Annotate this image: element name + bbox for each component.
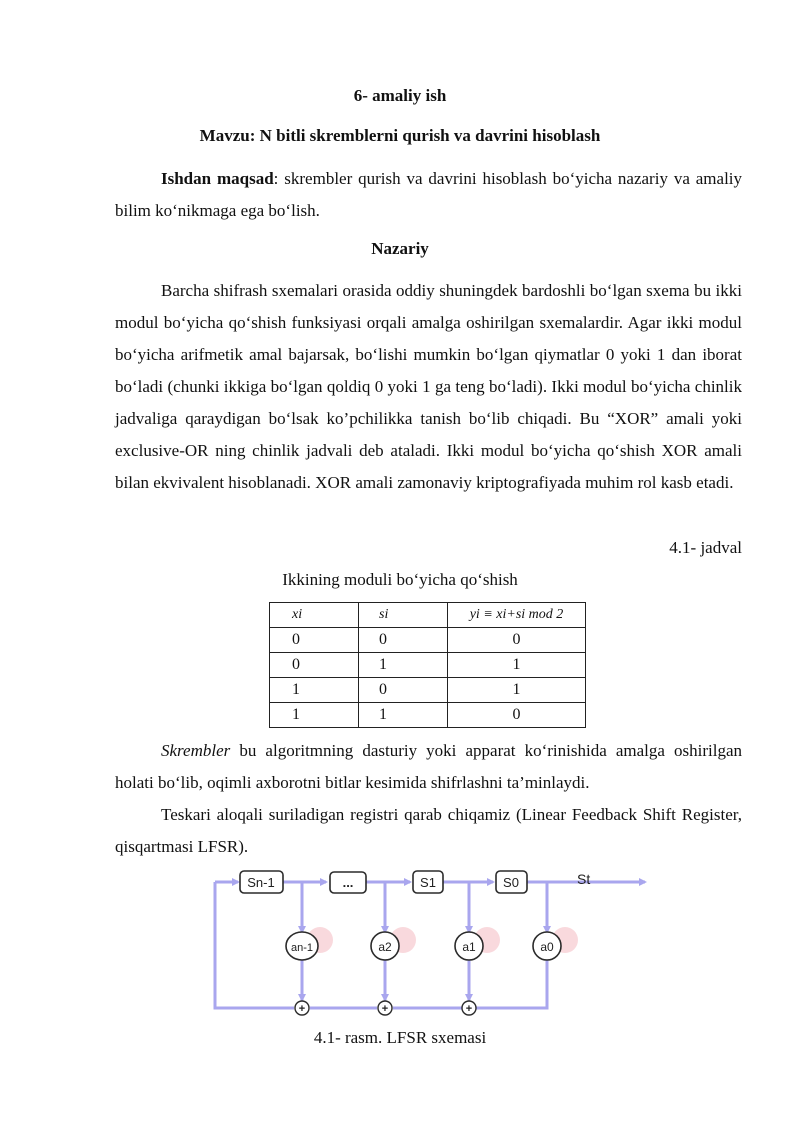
xor-node <box>295 1001 309 1015</box>
table-row <box>270 703 586 728</box>
table-header-row <box>270 603 586 628</box>
header-xi: xi <box>270 603 359 628</box>
svg-text:S1: S1 <box>420 875 436 890</box>
table-cell: 1 <box>270 678 359 703</box>
table-row <box>270 678 586 703</box>
theory-heading: Nazariy <box>371 239 429 258</box>
figure-caption: 4.1- rasm. LFSR sxemasi <box>313 1028 487 1047</box>
table-cell: 0 <box>359 678 448 703</box>
feedback-lines <box>215 882 645 1008</box>
table-caption: Ikkining moduli bo‘yicha qo‘shish <box>282 570 518 589</box>
table-row <box>270 653 586 678</box>
xor-node <box>378 1001 392 1015</box>
coefficient-a2 <box>371 932 399 960</box>
lfsr-paragraph <box>115 799 742 863</box>
register-s0 <box>496 871 527 893</box>
theory-paragraph <box>115 275 742 499</box>
register-s1 <box>413 871 443 893</box>
svg-text:a0: a0 <box>540 940 554 954</box>
output-label: St <box>577 871 591 887</box>
table-cell: 1 <box>270 703 359 728</box>
goal-paragraph <box>115 163 742 227</box>
table-cell: 0 <box>270 653 359 678</box>
table-cell: 1 <box>359 653 448 678</box>
scrambler-term: Skrembler <box>161 741 231 760</box>
register-sn-1 <box>240 871 283 893</box>
svg-text:a1: a1 <box>462 940 476 954</box>
svg-text:...: ... <box>342 875 354 890</box>
lfsr-diagram <box>205 866 650 1016</box>
xor-node <box>462 1001 476 1015</box>
table-cell: 1 <box>359 703 448 728</box>
coefficient-a1 <box>455 932 483 960</box>
svg-text:an-1: an-1 <box>290 942 314 954</box>
header-yi: yi ≡ xi+si mod 2 <box>448 603 586 628</box>
svg-text:+: + <box>298 1003 306 1015</box>
topic-heading: Mavzu: N bitli skremblerni qurish va davrini hisoblash <box>199 126 601 145</box>
register-ellipsis <box>330 872 366 893</box>
scrambler-paragraph <box>115 735 742 799</box>
coefficient-row <box>286 927 578 960</box>
header-si: si <box>359 603 448 628</box>
coefficient-an-1 <box>286 932 318 960</box>
table-cell: 0 <box>359 628 448 653</box>
table-cell: 1 <box>448 653 586 678</box>
table-cell: 0 <box>270 628 359 653</box>
lfsr-text: Teskari aloqali suriladigan registri qarab chiqamiz (Linear Feedback Shift Register, qisqartmasi LFSR). <box>115 805 742 856</box>
svg-text:S0: S0 <box>503 875 519 890</box>
goal-text: : skrembler qurish va davrini hisoblash bo‘yicha nazariy va amaliy bilim ko‘nikmaga ega bo‘lish. <box>115 169 743 220</box>
goal-label: Ishdan maqsad <box>161 169 274 188</box>
theory-text: Barcha shifrash sxemalari orasida oddiy shuningdek bardoshli bo‘lgan sxema bu ikki modul bo‘yicha qo‘shish funksiyasi orqali amalga oshirilgan sxemalardir. Agar ikki modul bo‘yicha arifmetik amal bajarsak, bo‘lishi mumkin bo‘lgan qiymatlar 0 yoki 1 dan iborat bo‘ladi (chunki ikkiga bo‘lgan qoldiq 0 yoki 1 ga teng bo‘ladi). Ikki modul bo‘yicha chinlik jadvaliga qaraydigan bo‘lsak ko’pchilikka tanish bo‘lib chiqadi. Bu “XOR” amali yoki exclusive-OR ning chinlik jadvali deb ataladi. Ikki modul bo‘yicha qo‘shish XOR amali bilan ekvivalent hisoblanadi. XOR amali zamonaviy kriptografiyada muhim rol kasb etadi. <box>115 281 742 492</box>
svg-text:+: + <box>465 1003 473 1015</box>
coefficient-a0 <box>533 932 561 960</box>
table-row <box>270 628 586 653</box>
svg-text:a2: a2 <box>378 940 392 954</box>
table-number: 4.1- jadval <box>669 538 742 557</box>
table-cell: 0 <box>448 703 586 728</box>
table-cell: 1 <box>448 678 586 703</box>
truth-table <box>269 602 586 728</box>
page-title: 6- amaliy ish <box>353 86 447 105</box>
scrambler-text: bu algoritmning dasturiy yoki apparat ko‘rinishida amalga oshirilgan holati bo‘lib, oqimli axborotni bitlar kesimida shifrlashni ta’minlaydi. <box>115 741 742 792</box>
svg-text:+: + <box>381 1003 389 1015</box>
svg-text:Sn-1: Sn-1 <box>247 875 275 890</box>
table-cell: 0 <box>448 628 586 653</box>
